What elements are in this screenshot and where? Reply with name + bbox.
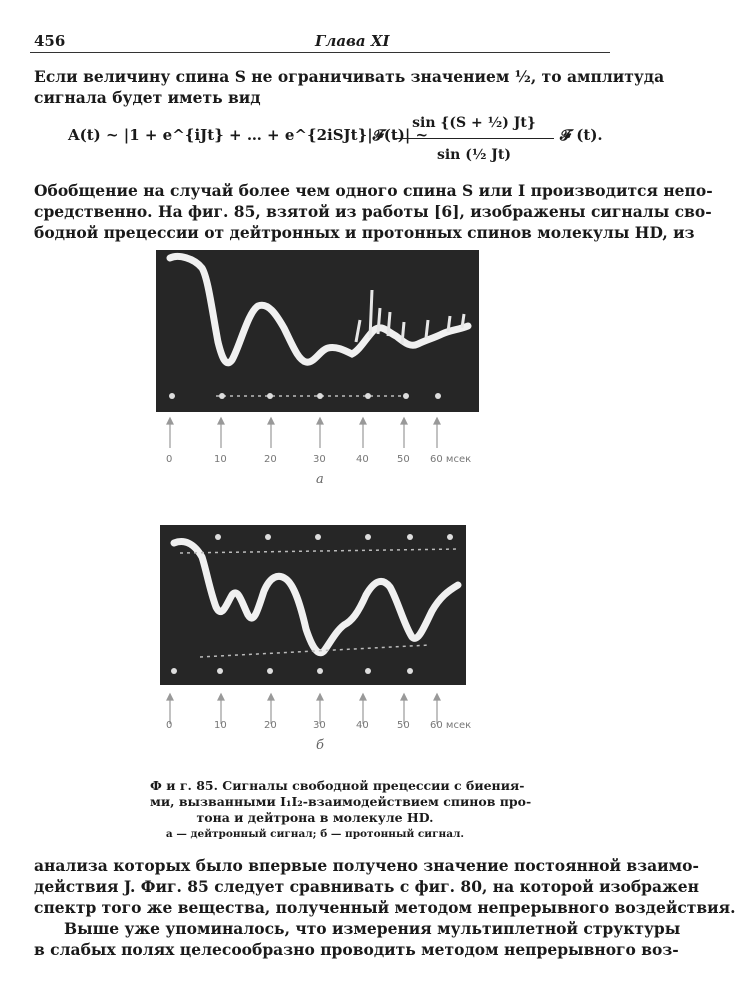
tick-label: 50 [397,454,410,465]
tick-label: 40 [356,454,369,465]
text-line: Выше уже упоминалось, что измерения мультиплетной структуры [64,919,681,938]
caption-line: Ф и г. 85. Сигналы свободной прецессии с биения- [150,778,525,793]
text-line: средственно. На фиг. 85, взятой из работы [6], изображены сигналы сво- [34,202,712,221]
formula-right: 𝓕 (t). [560,126,603,144]
caption-legend: а — дейтронный сигнал; б — протонный сигнал. [165,828,465,840]
text-line: действия J. Фиг. 85 следует сравнивать с фиг. 80, на которой изображен [34,877,699,896]
tick-label: 40 [356,720,369,731]
caption-line: ми, вызванными I₁I₂-взаимодействием спинов про- [150,794,532,809]
figure-b-label: б [316,738,324,753]
formula-numerator: sin {(S + ½) Jt} [394,108,554,139]
formula [68,108,603,172]
figure-a-axis [150,414,490,494]
tick-label: 10 [214,454,227,465]
page-header [30,30,610,53]
text-line: сигнала будет иметь вид [34,88,261,107]
text-line: бодной прецессии от дейтронных и протонных спинов молекулы HD, из [34,223,695,242]
figure-a-trace [156,250,479,412]
caption-line: тона и дейтрона в молекуле HD. [196,810,434,825]
figure-a-label: а [316,472,324,487]
text-line: анализа которых было впервые получено значение постоянной взаимо- [34,856,699,875]
tick-label: 60 мсек [430,454,472,465]
text-line: спектр того же вещества, полученный методом непрерывного воздействия. [34,898,736,917]
figure-a-oscillogram [156,250,479,412]
tick-label: 10 [214,720,227,731]
page-number: 456 [34,32,66,50]
figure-b-oscillogram [160,525,466,685]
tick-label: 50 [397,720,410,731]
tick-label: 20 [264,720,277,731]
formula-fraction [394,108,554,172]
chapter-title: Глава XI [315,32,390,50]
figure-b-trace [160,525,466,685]
figure-b-arrows [150,690,490,740]
tick-label: 0 [166,454,173,465]
paragraph-3 [34,855,736,918]
tick-label: 30 [313,454,326,465]
tick-label: 0 [166,720,173,731]
tick-label: 30 [313,720,326,731]
text-line: в слабых полях целесообразно проводить методом непрерывного воз- [34,940,679,959]
formula-denominator: sin (½ Jt) [436,147,512,163]
formula-left: A(t) ~ |1 + e^{iJt} + … + e^{2iSJt}|𝓕(t)| ~ [68,126,429,144]
paragraph-1 [34,66,665,108]
text-line: Обобщение на случай более чем одного спина S или I производится непо- [34,181,713,200]
paragraph-4 [34,918,681,960]
text-line: Если величину спина S не ограничивать значением ½, то амплитуда [34,67,665,86]
tick-label: 60 мсек [430,720,472,731]
paragraph-2 [34,180,713,243]
tick-label: 20 [264,454,277,465]
figure-caption [150,778,532,842]
figure-b-axis [150,690,490,770]
